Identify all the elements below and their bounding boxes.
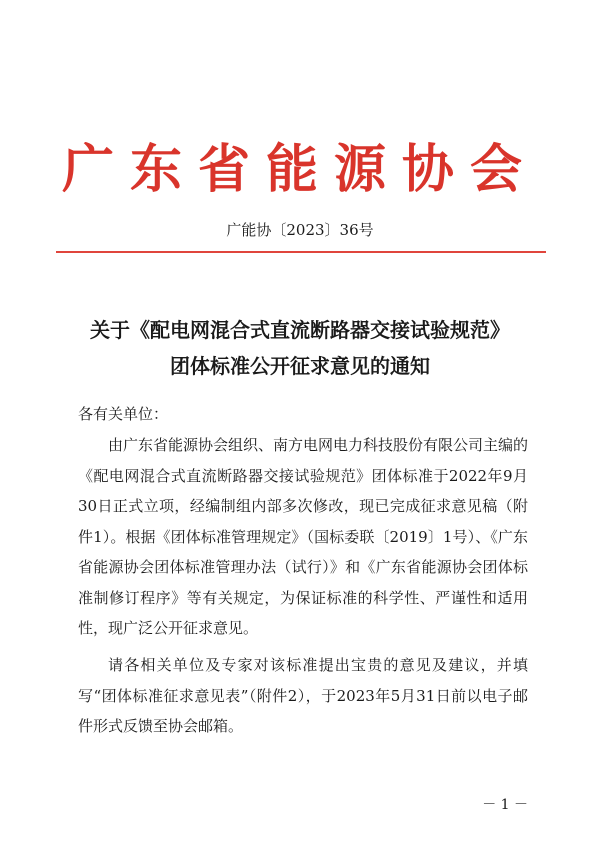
page-number: － 1 －: [482, 797, 528, 813]
body-paragraph-1: 由广东省能源协会组织、南方电网电力科技股份有限公司主编的《配电网混合式直流断路器交接试验规范》团体标准于2022年9月30日正式立项，经编制组内部多次修改，现已完成征求意见稿（附件1）。根据《团体标准管理规定》（国标委联〔2019〕1号）、《广东省能源协会团体标准管理办法（试行）》和《广东省能源协会团体标准制修订程序》等有关规定，为保证标准的科学性、严谨性和适用性，现广泛公开征求意见。: [78, 436, 529, 637]
document-number: 广能协〔2023〕36号: [226, 221, 374, 239]
salutation: 各有关单位：: [78, 405, 169, 423]
document-title-line-2: 团体标准公开征求意见的通知: [170, 354, 430, 378]
red-divider-line: [56, 251, 546, 253]
body-paragraph-2: 请各相关单位及专家对该标准提出宝贵的意见及建议，并填写“团体标准征求意见表”（附件2），于2023年5月31日前以电子邮件形式反馈至协会邮箱。: [78, 656, 528, 735]
document-title-line-1: 关于《配电网混合式直流断路器交接试验规范》: [90, 318, 510, 342]
organization-header: 广东省能源协会: [61, 139, 538, 200]
